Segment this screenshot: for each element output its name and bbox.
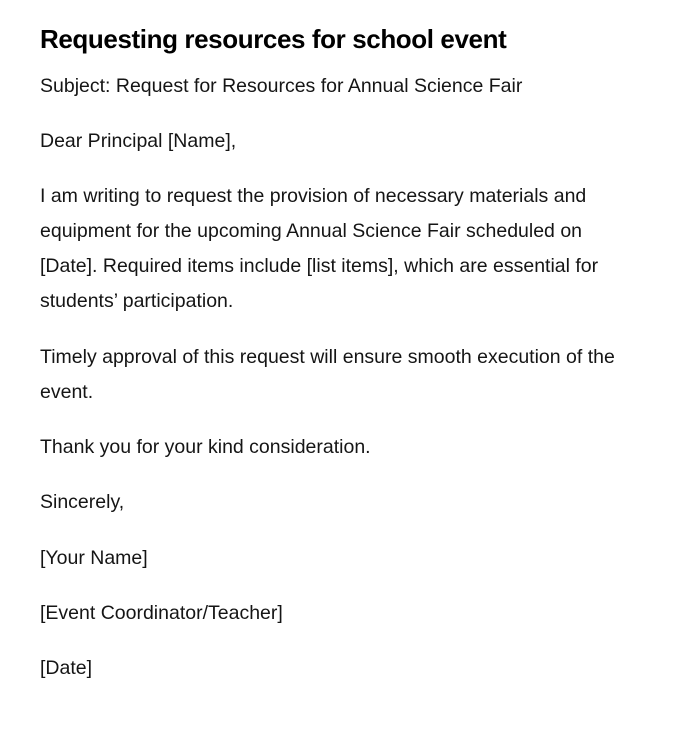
subject-line: Subject: Request for Resources for Annual Science Fair (40, 75, 523, 97)
salutation: Dear Principal [Name], (40, 130, 237, 152)
document-title: Requesting resources for school event (40, 24, 507, 54)
signature-name: [Your Name] (40, 547, 148, 569)
closing: Sincerely, (40, 491, 125, 513)
body-paragraph-thanks: Thank you for your kind consideration. (40, 436, 371, 458)
body-paragraph-approval: Timely approval of this request will ensure smooth execution of the event. (40, 346, 615, 403)
body-paragraph-request: I am writing to request the provision of necessary materials and equipment for the upcoming Annual Science Fair scheduled on [Date]. Required items include [list items], which are essential for students’ participation. (40, 185, 599, 312)
signature-role: [Event Coordinator/Teacher] (40, 602, 283, 624)
signature-date: [Date] (40, 657, 93, 679)
